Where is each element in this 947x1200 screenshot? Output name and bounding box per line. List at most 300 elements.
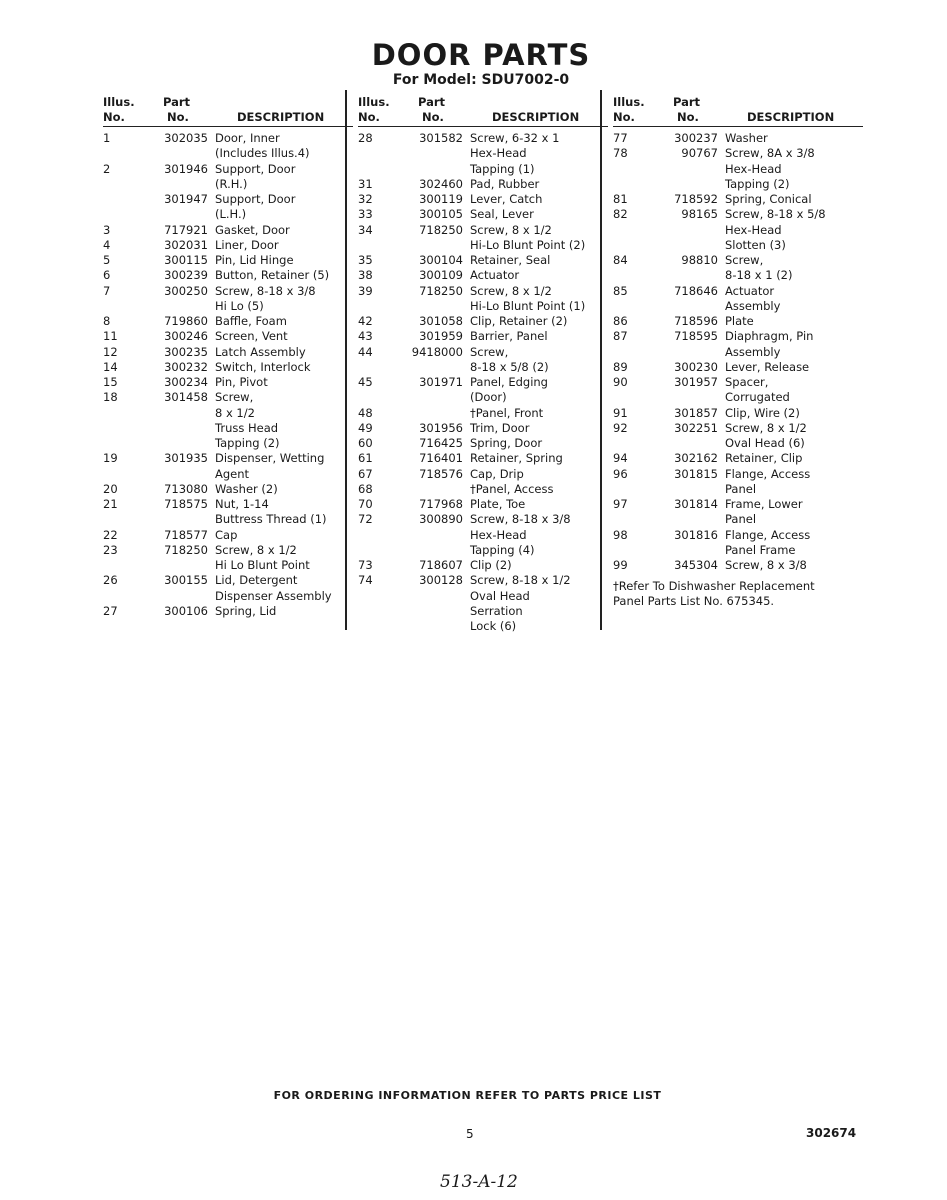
- description-line: †Panel, Front: [470, 405, 544, 420]
- table-row: [358, 497, 608, 512]
- table-row: [613, 314, 863, 329]
- part-number: 301957: [674, 375, 718, 389]
- table-row: [613, 146, 863, 192]
- table-row: [103, 223, 353, 238]
- table-row: [613, 329, 863, 360]
- illus-number: 22: [103, 527, 118, 542]
- illus-number: 21: [103, 497, 118, 511]
- illus-number: 38: [358, 268, 373, 283]
- illus-number: 43: [358, 329, 373, 344]
- table-row: [103, 268, 353, 283]
- table-row: [358, 482, 608, 497]
- description-line: Hex-Head: [725, 161, 782, 176]
- part-number: 301857: [674, 405, 718, 420]
- part-number: 718607: [419, 558, 463, 572]
- handwritten-annotation: 513-A-12: [440, 1172, 518, 1192]
- table-row: [613, 284, 863, 315]
- description-line: Dispenser Assembly: [215, 588, 332, 603]
- description-line: 8-18 x 1 (2): [725, 268, 793, 283]
- description-line: Clip (2): [470, 558, 512, 572]
- illus-number: 26: [103, 573, 118, 588]
- illus-number: 4: [103, 237, 111, 252]
- description-line: Lid, Detergent: [215, 573, 298, 588]
- document-number: 302674: [806, 1126, 857, 1140]
- description-line: Hi Lo (5): [215, 298, 264, 313]
- table-row: [358, 268, 608, 283]
- part-number: 718250: [419, 283, 463, 298]
- description-header: DESCRIPTION: [747, 110, 835, 124]
- description-line: Screw, 8A x 3/8: [725, 146, 815, 161]
- description-line: Screw, 8-18 x 1/2: [470, 573, 571, 588]
- description-line: Spacer,: [725, 375, 769, 389]
- part-number: 718575: [164, 497, 208, 511]
- part-number: 718595: [674, 329, 718, 344]
- table-row: [613, 192, 863, 207]
- part-header-line2: No.: [167, 110, 189, 124]
- description-line: †Panel, Access: [470, 481, 554, 496]
- description-line: (Door): [470, 390, 507, 405]
- description-line: Assembly: [725, 344, 781, 359]
- illus-number: 42: [358, 314, 373, 328]
- part-header-line2: No.: [422, 110, 444, 124]
- illus-header-line1: Illus.: [103, 95, 135, 109]
- illus-number: 60: [358, 436, 373, 450]
- description-line: Plate, Toe: [470, 497, 526, 511]
- description-line: (R.H.): [215, 176, 248, 191]
- part-number: 300115: [164, 253, 208, 267]
- description-line: Frame, Lower: [725, 497, 803, 511]
- parts-rows: [358, 131, 608, 634]
- description-line: Dispenser, Wetting: [215, 451, 325, 466]
- illus-header-line2: No.: [613, 110, 635, 124]
- table-row: [613, 497, 863, 528]
- illus-number: 1: [103, 131, 111, 145]
- table-row: [358, 558, 608, 573]
- part-number: 301815: [674, 466, 718, 481]
- table-row: [613, 375, 863, 406]
- description-line: Screen, Vent: [215, 329, 288, 344]
- description-line: Screw, 8 x 1/2: [470, 283, 552, 298]
- table-row: [358, 253, 608, 268]
- illus-number: 98: [613, 527, 628, 542]
- part-number: 716425: [419, 436, 463, 450]
- description-line: Buttress Thread (1): [215, 512, 327, 527]
- illus-number: 35: [358, 253, 373, 267]
- description-line: Hi-Lo Blunt Point (1): [470, 298, 586, 313]
- part-number: 300119: [419, 192, 463, 206]
- description-line: Trim, Door: [470, 420, 530, 435]
- description-line: Support, Door: [215, 192, 296, 206]
- table-row: [613, 360, 863, 375]
- illus-number: 82: [613, 207, 628, 222]
- illus-number: 72: [358, 512, 373, 527]
- table-row: [103, 573, 353, 604]
- table-row: [358, 177, 608, 192]
- illus-number: 67: [358, 466, 373, 481]
- parts-rows: [103, 131, 353, 619]
- part-number: 301947: [164, 192, 208, 206]
- table-row: [103, 284, 353, 315]
- table-row: [103, 314, 353, 329]
- description-line: Screw, 6-32 x 1: [470, 131, 560, 145]
- illus-number: 84: [613, 253, 628, 267]
- replacement-panel-note: [613, 579, 863, 609]
- part-number: 718577: [164, 527, 208, 542]
- illus-number: 97: [613, 497, 628, 511]
- illus-number: 78: [613, 146, 628, 161]
- part-number: 301814: [674, 497, 718, 511]
- part-number: 302251: [674, 420, 718, 435]
- description-line: Panel, Edging: [470, 375, 548, 389]
- table-row: [613, 558, 863, 573]
- illus-number: 28: [358, 131, 373, 145]
- description-line: Pad, Rubber: [470, 176, 540, 191]
- table-row: [358, 284, 608, 315]
- table-row: [103, 528, 353, 543]
- part-number: 301956: [419, 420, 463, 435]
- description-line: Flange, Access: [725, 466, 811, 481]
- description-line: Diaphragm, Pin: [725, 329, 814, 344]
- model-subtitle: For Model: SDU7002-0: [392, 72, 570, 88]
- illus-number: 70: [358, 497, 373, 511]
- table-row: [103, 360, 353, 375]
- description-line: Clip, Wire (2): [725, 405, 800, 420]
- illus-number: 6: [103, 268, 111, 283]
- description-line: Latch Assembly: [215, 344, 306, 359]
- parts-rows: [613, 131, 863, 609]
- part-number: 300106: [164, 603, 208, 618]
- description-line: Support, Door: [215, 161, 296, 176]
- part-number: 300235: [164, 344, 208, 359]
- part-number: 717921: [164, 222, 208, 237]
- part-number: 302035: [164, 131, 208, 145]
- illus-number: 94: [613, 451, 628, 466]
- illus-number: 89: [613, 359, 628, 374]
- description-line: Corrugated: [725, 390, 790, 405]
- description-line: Hex-Head: [470, 527, 527, 542]
- description-line: Door, Inner: [215, 131, 280, 145]
- illus-number: 92: [613, 420, 628, 435]
- table-row: [103, 543, 353, 574]
- page-number: 5: [466, 1127, 474, 1141]
- description-line: Screw, 8 x 1/2: [470, 222, 552, 237]
- description-line: Screw,: [470, 344, 509, 359]
- description-header: DESCRIPTION: [492, 110, 580, 124]
- illus-number: 96: [613, 466, 628, 481]
- description-line: Hi-Lo Blunt Point (2): [470, 237, 586, 252]
- part-number: 718250: [164, 542, 208, 557]
- parts-column-2: [358, 93, 608, 634]
- illus-number: 77: [613, 131, 628, 145]
- illus-number: 20: [103, 481, 118, 496]
- table-row: [103, 253, 353, 268]
- description-line: Retainer, Clip: [725, 451, 803, 466]
- illus-number: 87: [613, 329, 628, 344]
- description-line: Plate: [725, 314, 754, 328]
- description-line: Panel: [725, 481, 757, 496]
- table-row: [358, 451, 608, 466]
- illus-number: 90: [613, 375, 628, 389]
- part-number: 718646: [674, 283, 718, 298]
- part-number: 300246: [164, 329, 208, 344]
- part-header-line1: Part: [673, 95, 701, 109]
- illus-number: 15: [103, 375, 118, 389]
- part-number: 301458: [164, 390, 208, 405]
- table-row: [358, 345, 608, 376]
- illus-header-line1: Illus.: [358, 95, 390, 109]
- illus-number: 2: [103, 161, 111, 176]
- illus-header-line2: No.: [358, 110, 380, 124]
- table-row: [103, 482, 353, 497]
- part-number: 716401: [419, 451, 463, 466]
- illus-number: 86: [613, 314, 628, 328]
- description-line: Pin, Lid Hinge: [215, 253, 294, 267]
- table-row: [613, 467, 863, 498]
- description-line: Screw, 8-18 x 3/8: [470, 512, 571, 527]
- illus-number: 44: [358, 344, 373, 359]
- description-line: Barrier, Panel: [470, 329, 548, 344]
- table-row: [103, 451, 353, 482]
- table-row: [613, 406, 863, 421]
- illus-number: 33: [358, 207, 373, 222]
- description-line: Nut, 1-14: [215, 497, 269, 511]
- table-row: [358, 223, 608, 254]
- description-line: Oval Head: [470, 588, 530, 603]
- parts-column-1: [103, 93, 353, 619]
- description-line: Tapping (4): [470, 542, 535, 557]
- illus-number: 3: [103, 222, 111, 237]
- part-header-line2: No.: [677, 110, 699, 124]
- description-line: Screw,: [725, 253, 764, 267]
- description-line: 8 x 1/2: [215, 405, 255, 420]
- description-line: Slotten (3): [725, 237, 786, 252]
- part-number: 300232: [164, 359, 208, 374]
- illus-number: 48: [358, 405, 373, 420]
- illus-number: 73: [358, 558, 373, 572]
- part-number: 300105: [419, 207, 463, 222]
- note-line: Panel Parts List No. 675345.: [613, 594, 775, 609]
- illus-number: 5: [103, 253, 111, 267]
- part-number: 300128: [419, 573, 463, 588]
- table-row: [358, 406, 608, 421]
- illus-number: 12: [103, 344, 118, 359]
- description-line: Flange, Access: [725, 527, 811, 542]
- description-line: Washer: [725, 131, 768, 145]
- table-row: [358, 375, 608, 406]
- table-row: [103, 131, 353, 162]
- part-number: 345304: [674, 558, 718, 572]
- description-line: Clip, Retainer (2): [470, 314, 568, 328]
- part-number: 302162: [674, 451, 718, 466]
- part-number: 300109: [419, 268, 463, 283]
- part-number: 300250: [164, 283, 208, 298]
- table-row: [358, 573, 608, 634]
- description-line: Screw, 8 x 3/8: [725, 558, 807, 572]
- description-line: Pin, Pivot: [215, 375, 268, 389]
- part-number: 300234: [164, 375, 208, 389]
- table-row: [358, 192, 608, 207]
- part-number: 301946: [164, 161, 208, 176]
- description-line: Switch, Interlock: [215, 359, 311, 374]
- part-number: 300230: [674, 359, 718, 374]
- part-number: 301058: [419, 314, 463, 328]
- part-number: 717968: [419, 497, 463, 511]
- description-line: Hex-Head: [725, 222, 782, 237]
- part-number: 301935: [164, 451, 208, 466]
- description-line: (Includes Illus.4): [215, 146, 310, 161]
- part-number: 718592: [674, 192, 718, 206]
- description-line: 8-18 x 5/8 (2): [470, 359, 549, 374]
- description-line: Lever, Catch: [470, 192, 543, 206]
- illus-number: 91: [613, 405, 628, 420]
- illus-number: 68: [358, 481, 373, 496]
- illus-number: 81: [613, 192, 628, 206]
- table-row: [103, 604, 353, 619]
- description-line: Panel: [725, 512, 757, 527]
- table-row: [103, 375, 353, 390]
- description-line: Serration: [470, 603, 523, 618]
- part-number: 300237: [674, 131, 718, 145]
- table-row: [358, 329, 608, 344]
- illus-number: 34: [358, 222, 373, 237]
- illus-number: 39: [358, 283, 373, 298]
- part-number: 98165: [681, 207, 718, 222]
- part-number: 301816: [674, 527, 718, 542]
- illus-header-line1: Illus.: [613, 95, 645, 109]
- description-line: Seal, Lever: [470, 207, 534, 222]
- illus-number: 85: [613, 283, 628, 298]
- table-row: [358, 314, 608, 329]
- table-row: [103, 192, 353, 223]
- description-line: Retainer, Spring: [470, 451, 563, 466]
- description-line: Button, Retainer (5): [215, 268, 330, 283]
- part-number: 302031: [164, 237, 208, 252]
- description-line: Screw, 8 x 1/2: [725, 420, 807, 435]
- illus-number: 32: [358, 192, 373, 206]
- part-number: 301582: [419, 131, 463, 145]
- part-number: 9418000: [411, 344, 463, 359]
- description-line: Spring, Lid: [215, 603, 277, 618]
- description-line: Hi Lo Blunt Point: [215, 558, 310, 572]
- ordering-info-footer: FOR ORDERING INFORMATION REFER TO PARTS PRICE LIST: [273, 1089, 662, 1102]
- illus-number: 27: [103, 603, 118, 618]
- description-line: Truss Head: [215, 420, 279, 435]
- description-line: Tapping (1): [470, 161, 535, 176]
- table-row: [613, 207, 863, 253]
- parts-column-3: [613, 93, 863, 609]
- table-row: [358, 421, 608, 436]
- description-line: Baffle, Foam: [215, 314, 287, 328]
- description-line: Actuator: [470, 268, 520, 283]
- part-number: 718250: [419, 222, 463, 237]
- description-line: Screw, 8 x 1/2: [215, 542, 297, 557]
- illus-number: 23: [103, 542, 118, 557]
- description-line: Assembly: [725, 298, 781, 313]
- description-line: Cap: [215, 527, 238, 542]
- table-row: [358, 467, 608, 482]
- illus-number: 45: [358, 375, 373, 389]
- description-line: Lever, Release: [725, 359, 810, 374]
- part-header-line1: Part: [163, 95, 191, 109]
- description-line: Screw, 8-18 x 5/8: [725, 207, 826, 222]
- column-header: [103, 93, 353, 127]
- page-title: DOOR PARTS: [371, 38, 591, 72]
- table-row: [103, 238, 353, 253]
- table-row: [613, 451, 863, 466]
- table-row: [613, 131, 863, 146]
- illus-number: 99: [613, 558, 628, 572]
- column-header: [358, 93, 608, 127]
- description-line: (L.H.): [215, 207, 247, 222]
- table-row: [358, 436, 608, 451]
- table-row: [613, 528, 863, 559]
- table-row: [103, 162, 353, 193]
- table-row: [103, 497, 353, 528]
- description-line: Screw,: [215, 390, 254, 405]
- description-line: Screw, 8-18 x 3/8: [215, 283, 316, 298]
- table-row: [103, 345, 353, 360]
- description-line: Hex-Head: [470, 146, 527, 161]
- description-line: Spring, Door: [470, 436, 543, 450]
- part-number: 713080: [164, 481, 208, 496]
- part-number: 300155: [164, 573, 208, 588]
- illus-number: 18: [103, 390, 118, 405]
- part-number: 719860: [164, 314, 208, 328]
- description-line: Panel Frame: [725, 542, 796, 557]
- description-line: Lock (6): [470, 619, 517, 633]
- table-row: [613, 253, 863, 284]
- description-line: Liner, Door: [215, 237, 279, 252]
- part-header-line1: Part: [418, 95, 446, 109]
- description-line: Agent: [215, 466, 250, 481]
- table-row: [358, 131, 608, 177]
- illus-number: 61: [358, 451, 373, 466]
- description-line: Tapping (2): [215, 436, 280, 450]
- illus-number: 7: [103, 283, 111, 298]
- part-number: 302460: [419, 176, 463, 191]
- illus-number: 19: [103, 451, 118, 466]
- description-line: Actuator: [725, 283, 775, 298]
- table-row: [103, 390, 353, 451]
- column-header: [613, 93, 863, 127]
- part-number: 300890: [419, 512, 463, 527]
- description-line: Retainer, Seal: [470, 253, 551, 267]
- table-row: [613, 421, 863, 452]
- illus-number: 49: [358, 420, 373, 435]
- illus-number: 31: [358, 176, 373, 191]
- part-number: 718576: [419, 466, 463, 481]
- part-number: 301971: [419, 375, 463, 389]
- illus-number: 11: [103, 329, 118, 344]
- description-line: Tapping (2): [725, 176, 790, 191]
- part-number: 98810: [681, 253, 718, 267]
- table-row: [103, 329, 353, 344]
- table-row: [358, 207, 608, 222]
- note-line: †Refer To Dishwasher Replacement: [613, 579, 815, 594]
- part-number: 300239: [164, 268, 208, 283]
- part-number: 301959: [419, 329, 463, 344]
- illus-number: 14: [103, 359, 118, 374]
- illus-header-line2: No.: [103, 110, 125, 124]
- description-line: Washer (2): [215, 481, 278, 496]
- table-row: [358, 512, 608, 558]
- part-number: 718596: [674, 314, 718, 328]
- illus-number: 74: [358, 573, 373, 588]
- description-header: DESCRIPTION: [237, 110, 325, 124]
- description-line: Spring, Conical: [725, 192, 812, 206]
- description-line: Gasket, Door: [215, 222, 290, 237]
- description-line: Cap, Drip: [470, 466, 524, 481]
